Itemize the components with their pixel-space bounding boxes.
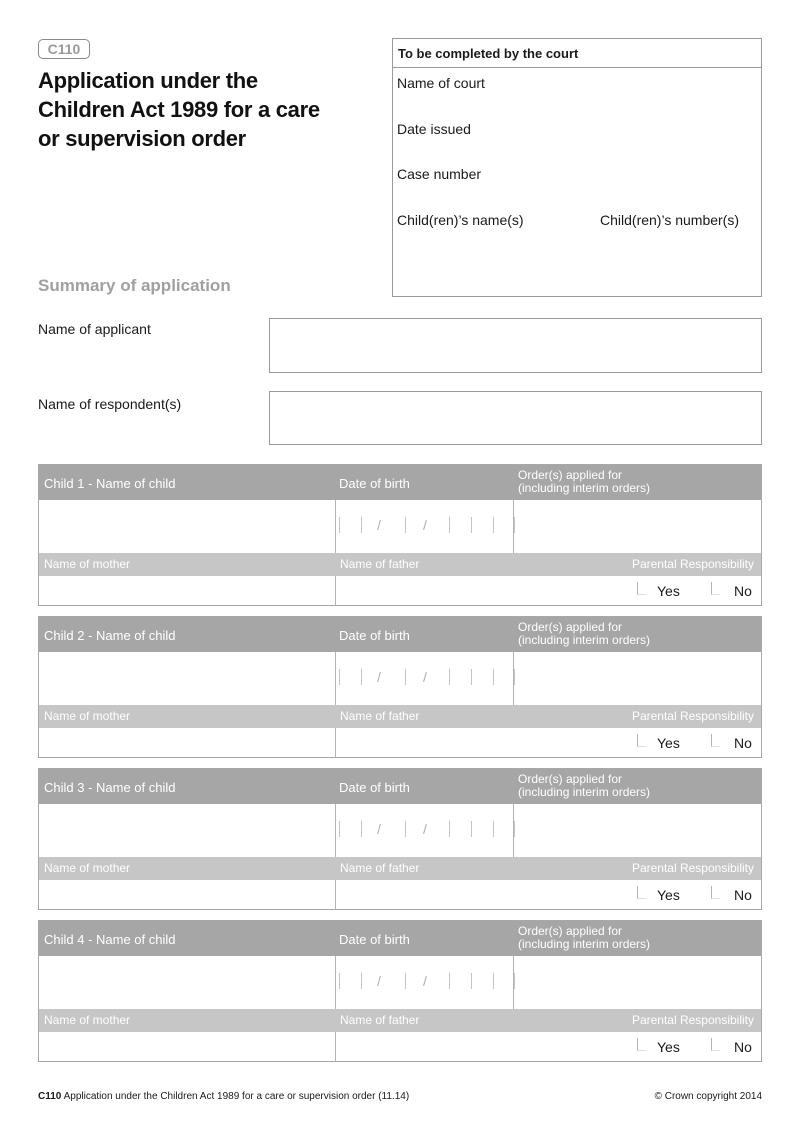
pr-yes-checkbox[interactable]	[637, 1038, 646, 1051]
parent-header-bar	[39, 857, 761, 880]
child-1-name-field[interactable]	[39, 500, 335, 553]
parent-header-bar	[39, 553, 761, 576]
dob-digit-divider	[339, 821, 340, 837]
child-3-mother-field[interactable]	[39, 880, 335, 909]
dob-digit-divider	[471, 669, 472, 685]
dob-slash: /	[377, 973, 381, 989]
court-box-heading: To be completed by the court	[393, 39, 761, 68]
court-use-box	[392, 38, 762, 297]
mother-label: Name of mother	[44, 861, 131, 875]
dob-slash: /	[377, 669, 381, 685]
dob-digit-divider	[361, 973, 362, 989]
dob-slash: /	[377, 517, 381, 533]
child-2-mother-field[interactable]	[39, 728, 335, 757]
pr-no-checkbox[interactable]	[711, 734, 720, 747]
footer-text: Application under the Children Act 1989 for a care or supervision order (11.14)	[63, 1091, 410, 1102]
dob-digit-divider	[405, 669, 406, 685]
respondent-name-field[interactable]	[269, 391, 762, 445]
dob-digit-divider	[493, 973, 494, 989]
child-header-bar	[39, 769, 761, 804]
dob-digit-divider	[449, 821, 450, 837]
orders-label-line1: Order(s) applied for	[518, 620, 623, 634]
footer-copyright: © Crown copyright 2014	[654, 1091, 762, 1102]
respondent-label: Name of respondent(s)	[38, 396, 182, 412]
child-1-dob-field[interactable]	[339, 513, 515, 537]
parental-responsibility-label: Parental Responsibility	[631, 557, 754, 571]
child-1-mother-field[interactable]	[39, 576, 335, 605]
child-2-section	[38, 616, 762, 758]
summary-heading: Summary of application	[38, 276, 231, 295]
child-3-name-field[interactable]	[39, 804, 335, 857]
dob-label: Date of birth	[339, 628, 410, 643]
mother-label: Name of mother	[44, 1013, 131, 1027]
dob-digit-divider	[361, 821, 362, 837]
column-divider	[335, 500, 336, 553]
child-2-orders-field[interactable]	[514, 652, 761, 705]
orders-label-line1: Order(s) applied for	[518, 468, 623, 482]
form-code-badge: C110	[38, 39, 90, 59]
pr-no-checkbox[interactable]	[711, 1038, 720, 1051]
child-3-title: Child 3 - Name of child	[44, 780, 176, 795]
orders-label	[518, 621, 650, 647]
dob-digit-divider	[449, 973, 450, 989]
applicant-label: Name of applicant	[38, 321, 151, 337]
case-number-label: Case number	[397, 166, 482, 182]
pr-no-label: No	[734, 887, 752, 903]
parental-responsibility-label: Parental Responsibility	[631, 709, 754, 723]
dob-digit-divider	[471, 821, 472, 837]
child-header-bar	[39, 465, 761, 500]
dob-digit-divider	[405, 517, 406, 533]
dob-slash: /	[423, 517, 427, 533]
child-1-title: Child 1 - Name of child	[44, 476, 176, 491]
pr-no-checkbox[interactable]	[711, 886, 720, 899]
pr-yes-label: Yes	[657, 583, 680, 599]
mother-label: Name of mother	[44, 709, 131, 723]
footer-form-reference	[38, 1091, 409, 1102]
parent-header-bar	[39, 1009, 761, 1032]
dob-slash: /	[423, 973, 427, 989]
child-2-dob-field[interactable]	[339, 665, 515, 689]
child-4-dob-field[interactable]	[339, 969, 515, 993]
dob-label: Date of birth	[339, 780, 410, 795]
parental-responsibility-label: Parental Responsibility	[631, 1013, 754, 1027]
mother-label: Name of mother	[44, 557, 131, 571]
pr-no-checkbox[interactable]	[711, 582, 720, 595]
date-issued-label: Date issued	[397, 121, 471, 137]
children-numbers-label: Child(ren)’s number(s)	[600, 212, 740, 228]
child-2-name-field[interactable]	[39, 652, 335, 705]
column-divider	[335, 956, 336, 1009]
dob-digit-divider	[361, 517, 362, 533]
dob-digit-divider	[493, 821, 494, 837]
orders-label-line2: (including interim orders)	[518, 937, 651, 951]
name-of-court-label: Name of court	[397, 75, 485, 91]
parental-responsibility-label: Parental Responsibility	[631, 861, 754, 875]
father-label: Name of father	[340, 557, 420, 571]
father-label: Name of father	[340, 1013, 420, 1027]
child-3-dob-field[interactable]	[339, 817, 515, 841]
footer-code: C110	[38, 1091, 62, 1102]
dob-digit-divider	[361, 669, 362, 685]
orders-label-line1: Order(s) applied for	[518, 772, 623, 786]
child-1-orders-field[interactable]	[514, 500, 761, 553]
dob-digit-divider	[493, 517, 494, 533]
orders-label	[518, 773, 650, 799]
father-label: Name of father	[340, 709, 420, 723]
applicant-name-field[interactable]	[269, 318, 762, 373]
child-3-section	[38, 768, 762, 910]
child-3-orders-field[interactable]	[514, 804, 761, 857]
dob-digit-divider	[471, 517, 472, 533]
child-header-bar	[39, 921, 761, 956]
pr-yes-label: Yes	[657, 1039, 680, 1055]
child-2-father-field[interactable]	[336, 728, 632, 757]
pr-yes-checkbox[interactable]	[637, 734, 646, 747]
child-header-bar	[39, 617, 761, 652]
pr-no-label: No	[734, 1039, 752, 1055]
pr-no-label: No	[734, 735, 752, 751]
child-4-title: Child 4 - Name of child	[44, 932, 176, 947]
dob-digit-divider	[339, 669, 340, 685]
dob-digit-divider	[449, 517, 450, 533]
dob-label: Date of birth	[339, 476, 410, 491]
column-divider	[335, 804, 336, 857]
child-4-father-field[interactable]	[336, 1032, 632, 1061]
child-3-father-field[interactable]	[336, 880, 632, 909]
parent-header-bar	[39, 705, 761, 728]
child-4-orders-field[interactable]	[514, 956, 761, 1009]
dob-digit-divider	[339, 973, 340, 989]
dob-digit-divider	[339, 517, 340, 533]
orders-label-line1: Order(s) applied for	[518, 924, 623, 938]
column-divider	[335, 652, 336, 705]
dob-slash: /	[377, 821, 381, 837]
pr-yes-label: Yes	[657, 887, 680, 903]
page-title: Application under the Children Act 1989 for a care or supervision order	[38, 68, 320, 151]
dob-digit-divider	[449, 669, 450, 685]
child-4-section	[38, 920, 762, 1062]
dob-slash: /	[423, 821, 427, 837]
child-1-section	[38, 464, 762, 606]
child-4-name-field[interactable]	[39, 956, 335, 1009]
pr-yes-checkbox[interactable]	[637, 582, 646, 595]
child-4-mother-field[interactable]	[39, 1032, 335, 1061]
orders-label-line2: (including interim orders)	[518, 633, 651, 647]
pr-yes-checkbox[interactable]	[637, 886, 646, 899]
dob-digit-divider	[405, 821, 406, 837]
child-1-father-field[interactable]	[336, 576, 632, 605]
dob-label: Date of birth	[339, 932, 410, 947]
orders-label-line2: (including interim orders)	[518, 481, 651, 495]
orders-label	[518, 925, 650, 951]
children-names-label: Child(ren)’s name(s)	[397, 212, 524, 228]
dob-digit-divider	[405, 973, 406, 989]
father-label: Name of father	[340, 861, 420, 875]
orders-label	[518, 469, 650, 495]
pr-yes-label: Yes	[657, 735, 680, 751]
dob-digit-divider	[471, 973, 472, 989]
child-2-title: Child 2 - Name of child	[44, 628, 176, 643]
dob-slash: /	[423, 669, 427, 685]
orders-label-line2: (including interim orders)	[518, 785, 651, 799]
pr-no-label: No	[734, 583, 752, 599]
dob-digit-divider	[493, 669, 494, 685]
